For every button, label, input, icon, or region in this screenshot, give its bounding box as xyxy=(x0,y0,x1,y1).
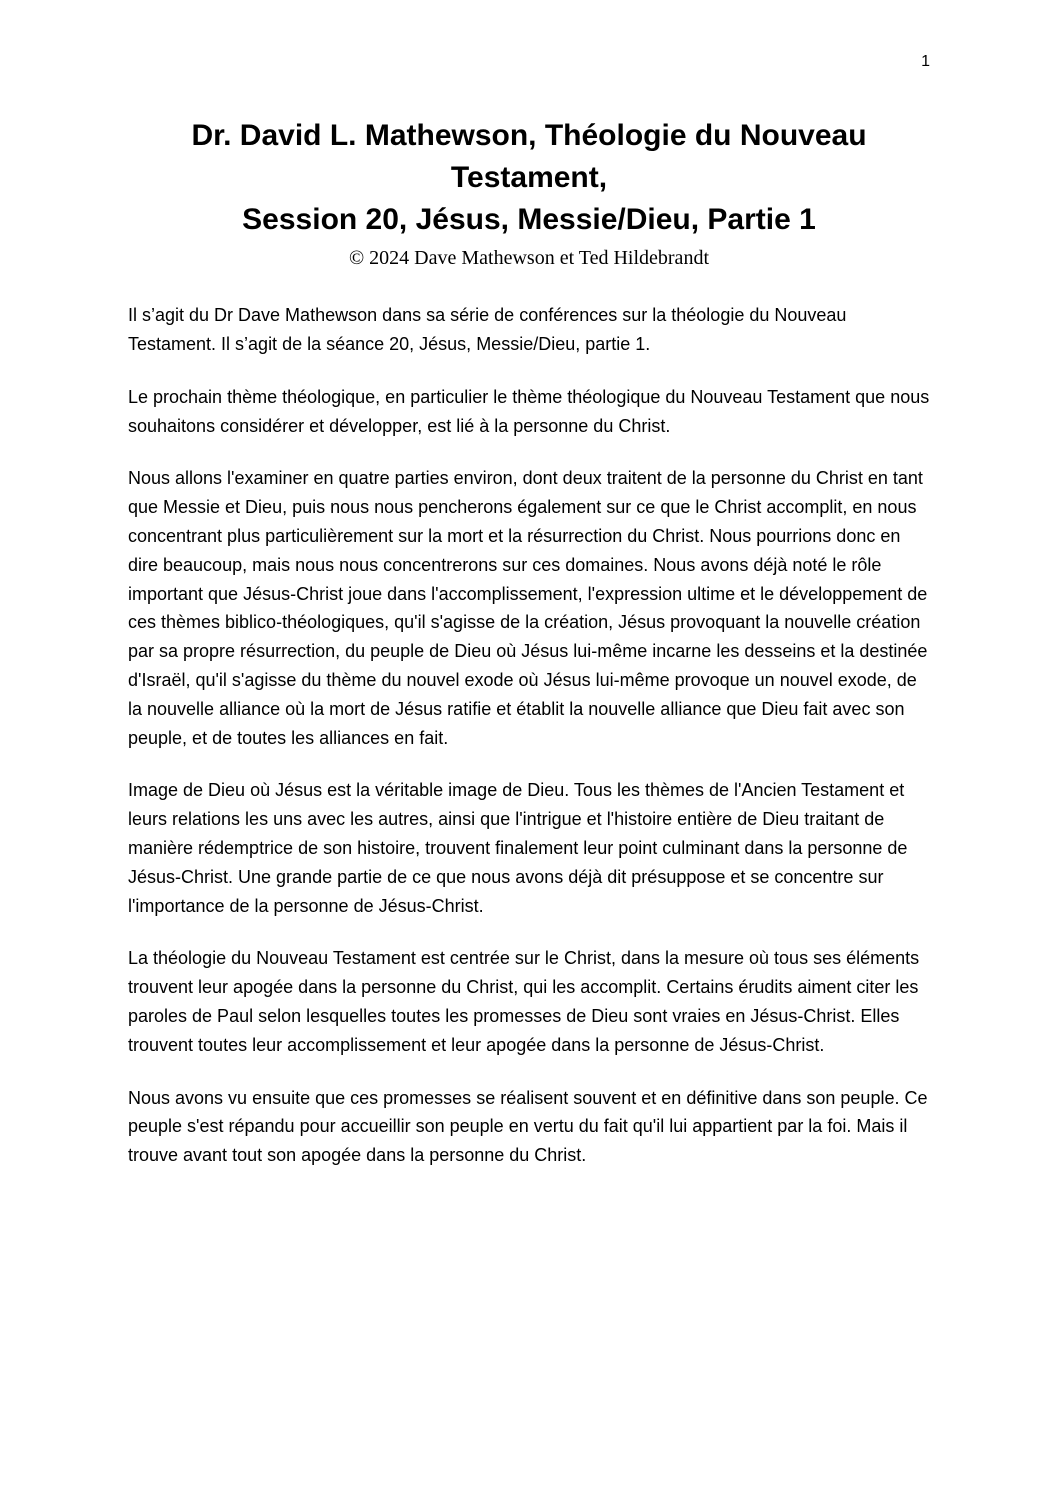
paragraph: Nous allons l'examiner en quatre parties environ, dont deux traitent de la personne du Christ en tant que Messie et Dieu, puis nous nous pencherons également sur ce que le Christ accomplit, en nous concentrant plus particulièrement sur la mort et la résurrection du Christ. Nous pourrions donc en dire beaucoup, mais nous nous concentrerons sur ces domaines. Nous avons déjà noté le rôle important que Jésus-Christ joue dans l'accomplissement, l'expression ultime et le développement de ces thèmes biblico-théologiques, qu'il s'agisse de la création, Jésus provoquant la nouvelle création par sa propre résurrection, du peuple de Dieu où Jésus lui-même incarne les desseins et la destinée d'Israël, qu'il s'agisse du thème du nouvel exode où Jésus lui-même provoque un nouvel exode, de la nouvelle alliance où la mort de Jésus ratifie et établit la nouvelle alliance que Dieu fait avec son peuple, et de toutes les alliances en fait. xyxy=(128,468,928,748)
page-number: 1 xyxy=(921,53,930,70)
copyright-line: © 2024 Dave Mathewson et Ted Hildebrandt xyxy=(348,247,709,270)
paragraph: Le prochain thème théologique, en particulier le thème théologique du Nouveau Testament que nous souhaitons considérer et développer, est lié à la personne du Christ. xyxy=(128,386,930,436)
paragraph: Nous avons vu ensuite que ces promesses se réalisent souvent et en définitive dans son peuple. Ce peuple s'est répandu pour accueillir son peuple en vertu du fait qu'il lui appartient par la foi. Mais il trouve avant tout son apogée dans la personne du Christ. xyxy=(128,1087,928,1166)
paragraph: La théologie du Nouveau Testament est centrée sur le Christ, dans la mesure où tous ses éléments trouvent leur apogée dans la personne du Christ, qui les accomplit. Certains érudits aiment citer les paroles de Paul selon lesquelles toutes les promesses de Dieu sont vraies en Jésus-Christ. Elles trouvent toutes leur accomplissement et leur apogée dans la personne de Jésus-Christ. xyxy=(128,948,920,1055)
document-title-line2: Session 20, Jésus, Messie/Dieu, Partie 1 xyxy=(242,203,816,237)
paragraph: Image de Dieu où Jésus est la véritable image de Dieu. Tous les thèmes de l'Ancien Testament et leurs relations les uns avec les autres, ainsi que l'intrigue et l'histoire entière de Dieu traitant de manière rédemptrice de son histoire, trouvent finalement leur point culminant dans la personne de Jésus-Christ. Une grande partie de ce que nous avons déjà dit présuppose et se concentre sur l'importance de la personne de Jésus-Christ. xyxy=(128,780,908,916)
document-title-line1: Dr. David L. Mathewson, Théologie du Nouveau Testament, xyxy=(191,119,867,195)
document-body xyxy=(128,301,930,1170)
paragraph: Il s’agit du Dr Dave Mathewson dans sa série de conférences sur la théologie du Nouveau Testament. Il s’agit de la séance 20, Jésus, Messie/Dieu, partie 1. xyxy=(128,305,847,354)
document-title xyxy=(128,115,930,241)
